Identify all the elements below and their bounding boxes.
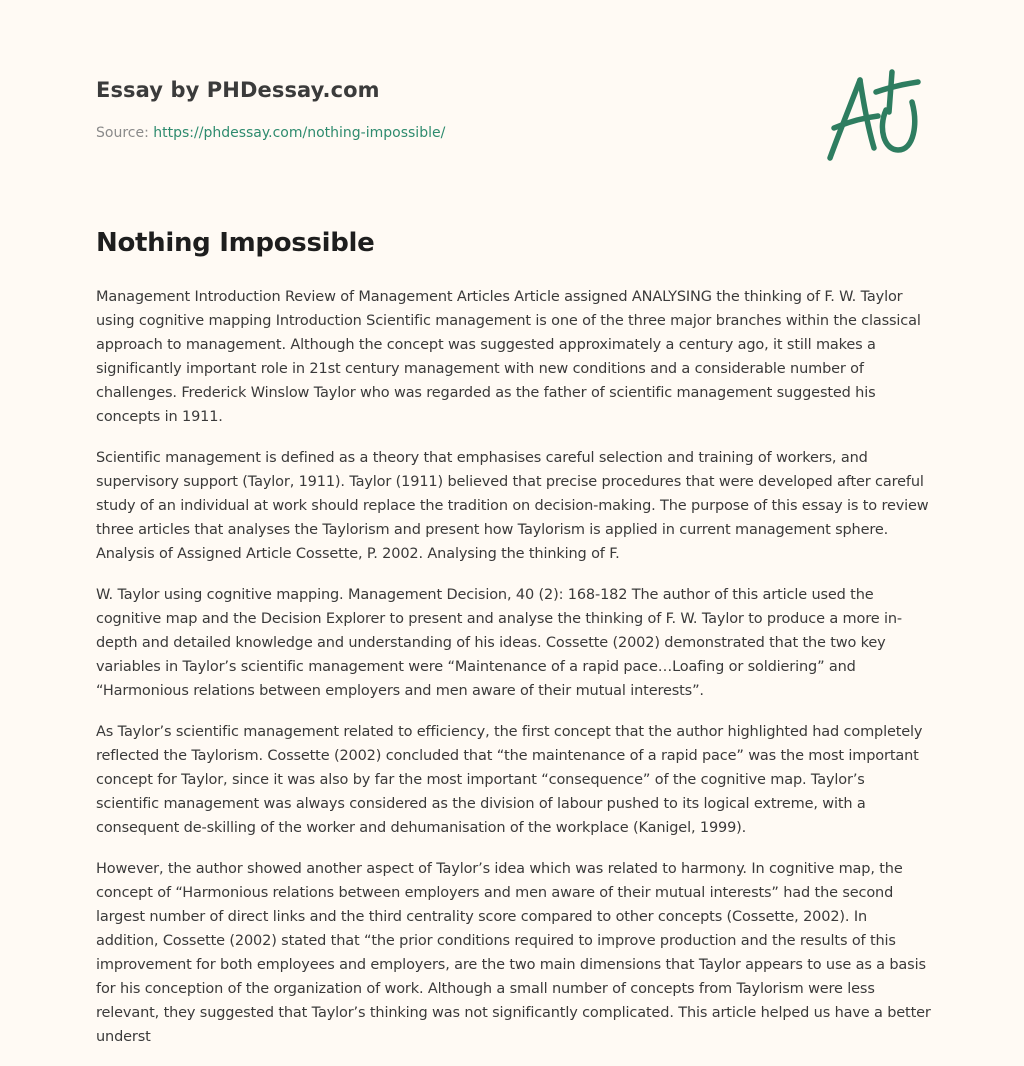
document-title: Nothing Impossible — [96, 228, 375, 258]
a-plus-logo-icon — [820, 66, 930, 166]
paragraph: W. Taylor using cognitive mapping. Management Decision, 40 (2): 168-182 The author of this article used the cognitive map and the Decision Explorer to present and analyse the thinking of F. W. Taylor to produce a more in-depth and detailed knowledge and understanding of his ideas. Cossette (2002) demonstrated that the two key variables in Taylor’s scientific management were “Maintenance of a rapid pace…Loafing or soldiering” and “Harmonious relations between employers and men aware of their mutual interests”. — [96, 587, 902, 699]
site-header — [96, 74, 696, 106]
paragraph: Scientific management is defined as a theory that emphasises careful selection and training of workers, and supervisory support (Taylor, 1911). Taylor (1911) believed that precise procedures that were developed after careful study of an individual at work should replace the tradition on decision-making. The purpose of this essay is to review three articles that analyses the Taylorism and present how Taylorism is applied in current management sphere. Analysis of Assigned Article Cossette, P. 2002. Analysing the thinking of F. — [96, 450, 929, 562]
document-body — [96, 285, 932, 1066]
source-link[interactable]: https://phdessay.com/nothing-impossible/ — [153, 125, 446, 141]
paragraph: As Taylor’s scientific management related to efficiency, the first concept that the author highlighted had completely reflected the Taylorism. Cossette (2002) concluded that “the maintenance of a rapid pace” was the most important concept for Taylor, since it was also by far the most important “consequence” of the cognitive map. Taylor’s scientific management was always considered as the division of labour pushed to its logical extreme, with a consequent de-skilling of the worker and dehumanisation of the workplace (Kanigel, 1999). — [96, 724, 923, 836]
source-label: Source: — [96, 125, 149, 141]
site-title: Essay by PHDessay.com — [96, 78, 380, 102]
source-line — [96, 123, 445, 143]
paragraph: Management Introduction Review of Management Articles Article assigned ANALYSING the thinking of F. W. Taylor using cognitive mapping Introduction Scientific management is one of the three major branches within the classical approach to management. Although the concept was suggested approximately a century ago, it still makes a significantly important role in 21st century management with new conditions and a considerable number of challenges. Frederick Winslow Taylor who was regarded as the father of scientific management suggested his concepts in 1911. — [96, 289, 921, 425]
paragraph: However, the author showed another aspect of Taylor’s idea which was related to harmony. In cognitive map, the concept of “Harmonious relations between employers and men aware of their mutual interests” had the second largest number of direct links and the third centrality score compared to other concepts (Cossette, 2002). In addition, Cossette (2002) stated that “the prior conditions required to improve production and the results of this improvement for both employees and employers, are the two main dimensions that Taylor appears to use as a basis for his conception of the organization of work. Although a small number of concepts from Taylorism were less relevant, they suggested that Taylor’s thinking was not significantly complicated. This article helped us have a better underst — [96, 861, 931, 1045]
